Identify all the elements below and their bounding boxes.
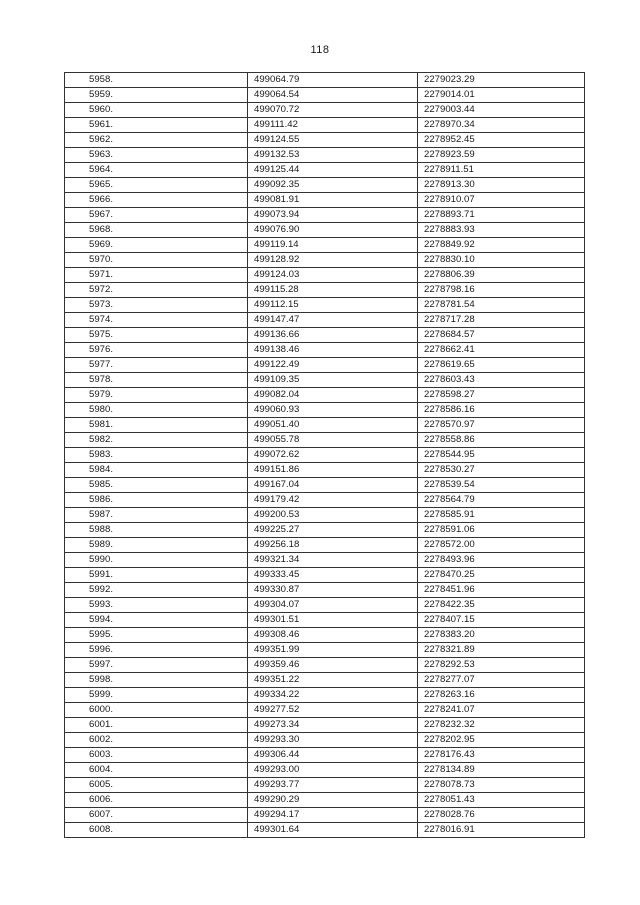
point-number-cell: 5989. [65,538,248,553]
table-row [65,673,585,688]
y-coordinate-cell: 2278970.34 [418,118,585,133]
table-row [65,478,585,493]
x-coordinate-cell: 499225.27 [248,523,418,538]
x-coordinate-cell: 499055.78 [248,433,418,448]
x-coordinate-cell: 499081.91 [248,193,418,208]
point-number-cell: 5991. [65,568,248,583]
point-number-cell: 5980. [65,403,248,418]
x-coordinate-cell: 499147.47 [248,313,418,328]
table-row [65,448,585,463]
table-row [65,388,585,403]
point-number-cell: 5987. [65,508,248,523]
point-number-cell: 5967. [65,208,248,223]
x-coordinate-cell: 499076.90 [248,223,418,238]
x-coordinate-cell: 499351.22 [248,673,418,688]
point-number-cell: 5998. [65,673,248,688]
table-row [65,808,585,823]
x-coordinate-cell: 499128.92 [248,253,418,268]
y-coordinate-cell: 2278572.00 [418,538,585,553]
x-coordinate-cell: 499294.17 [248,808,418,823]
y-coordinate-cell: 2278717.28 [418,313,585,328]
y-coordinate-cell: 2278539.54 [418,478,585,493]
point-number-cell: 5963. [65,148,248,163]
point-number-cell: 6005. [65,778,248,793]
point-number-cell: 5977. [65,358,248,373]
x-coordinate-cell: 499136.66 [248,328,418,343]
y-coordinate-cell: 2278913.30 [418,178,585,193]
y-coordinate-cell: 2278383.20 [418,628,585,643]
y-coordinate-cell: 2278544.95 [418,448,585,463]
x-coordinate-cell: 499290.29 [248,793,418,808]
x-coordinate-cell: 499124.03 [248,268,418,283]
point-number-cell: 5995. [65,628,248,643]
y-coordinate-cell: 2278598.27 [418,388,585,403]
point-number-cell: 5970. [65,253,248,268]
x-coordinate-cell: 499138.46 [248,343,418,358]
x-coordinate-cell: 499179.42 [248,493,418,508]
y-coordinate-cell: 2278407.15 [418,613,585,628]
x-coordinate-cell: 499200.53 [248,508,418,523]
x-coordinate-cell: 499060.93 [248,403,418,418]
table-row [65,823,585,838]
table-row [65,703,585,718]
y-coordinate-cell: 2278493.96 [418,553,585,568]
x-coordinate-cell: 499301.51 [248,613,418,628]
table-row [65,553,585,568]
table-row [65,208,585,223]
point-number-cell: 5961. [65,118,248,133]
x-coordinate-cell: 499073.94 [248,208,418,223]
x-coordinate-cell: 499293.00 [248,763,418,778]
point-number-cell: 5997. [65,658,248,673]
x-coordinate-cell: 499064.79 [248,73,418,88]
point-number-cell: 5992. [65,583,248,598]
x-coordinate-cell: 499304.07 [248,598,418,613]
table-row [65,583,585,598]
point-number-cell: 5996. [65,643,248,658]
table-row [65,298,585,313]
x-coordinate-cell: 499072.62 [248,448,418,463]
table-row [65,748,585,763]
point-number-cell: 6008. [65,823,248,838]
x-coordinate-cell: 499070.72 [248,103,418,118]
table-row [65,508,585,523]
table-row [65,733,585,748]
y-coordinate-cell: 2279003.44 [418,103,585,118]
point-number-cell: 5982. [65,433,248,448]
point-number-cell: 5976. [65,343,248,358]
point-number-cell: 5958. [65,73,248,88]
table-row [65,793,585,808]
table-row [65,118,585,133]
point-number-cell: 5986. [65,493,248,508]
table-row [65,163,585,178]
y-coordinate-cell: 2278176.43 [418,748,585,763]
y-coordinate-cell: 2278830.10 [418,253,585,268]
y-coordinate-cell: 2278923.59 [418,148,585,163]
table-row [65,658,585,673]
table-row [65,418,585,433]
y-coordinate-cell: 2278263.16 [418,688,585,703]
table-row [65,238,585,253]
point-number-cell: 5983. [65,448,248,463]
point-number-cell: 5969. [65,238,248,253]
table-row [65,463,585,478]
x-coordinate-cell: 499301.64 [248,823,418,838]
point-number-cell: 6000. [65,703,248,718]
y-coordinate-cell: 2278570.97 [418,418,585,433]
y-coordinate-cell: 2278202.95 [418,733,585,748]
y-coordinate-cell: 2279023.29 [418,73,585,88]
y-coordinate-cell: 2278893.71 [418,208,585,223]
y-coordinate-cell: 2278530.27 [418,463,585,478]
x-coordinate-cell: 499051.40 [248,418,418,433]
point-number-cell: 5999. [65,688,248,703]
x-coordinate-cell: 499293.30 [248,733,418,748]
point-number-cell: 5968. [65,223,248,238]
point-number-cell: 5988. [65,523,248,538]
point-number-cell: 6001. [65,718,248,733]
table-row [65,268,585,283]
point-number-cell: 5975. [65,328,248,343]
table-row [65,568,585,583]
y-coordinate-cell: 2278422.35 [418,598,585,613]
table-row [65,763,585,778]
point-number-cell: 5964. [65,163,248,178]
point-number-cell: 5965. [65,178,248,193]
y-coordinate-cell: 2278016.91 [418,823,585,838]
x-coordinate-cell: 499124.55 [248,133,418,148]
table-row [65,598,585,613]
table-row [65,73,585,88]
x-coordinate-cell: 499333.45 [248,568,418,583]
table-row [65,523,585,538]
y-coordinate-cell: 2278028.76 [418,808,585,823]
table-row [65,88,585,103]
x-coordinate-cell: 499330.87 [248,583,418,598]
y-coordinate-cell: 2278591.06 [418,523,585,538]
table-row [65,628,585,643]
y-coordinate-cell: 2278078.73 [418,778,585,793]
x-coordinate-cell: 499122.49 [248,358,418,373]
x-coordinate-cell: 499132.53 [248,148,418,163]
point-number-cell: 5978. [65,373,248,388]
x-coordinate-cell: 499151.86 [248,463,418,478]
table-row [65,433,585,448]
table-row [65,718,585,733]
y-coordinate-cell: 2278470.25 [418,568,585,583]
x-coordinate-cell: 499321.34 [248,553,418,568]
y-coordinate-cell: 2278564.79 [418,493,585,508]
x-coordinate-cell: 499112.15 [248,298,418,313]
x-coordinate-cell: 499277.52 [248,703,418,718]
table-row [65,778,585,793]
y-coordinate-cell: 2278134.89 [418,763,585,778]
y-coordinate-cell: 2278232.32 [418,718,585,733]
point-number-cell: 5990. [65,553,248,568]
table-row [65,538,585,553]
y-coordinate-cell: 2278603.43 [418,373,585,388]
point-number-cell: 5981. [65,418,248,433]
point-number-cell: 5985. [65,478,248,493]
point-number-cell: 5971. [65,268,248,283]
table-row [65,148,585,163]
x-coordinate-cell: 499306.44 [248,748,418,763]
x-coordinate-cell: 499064.54 [248,88,418,103]
point-number-cell: 5972. [65,283,248,298]
x-coordinate-cell: 499115.28 [248,283,418,298]
point-number-cell: 5966. [65,193,248,208]
table-row [65,313,585,328]
point-number-cell: 6007. [65,808,248,823]
table-row [65,328,585,343]
coordinates-table-body [65,73,585,838]
x-coordinate-cell: 499293.77 [248,778,418,793]
x-coordinate-cell: 499351.99 [248,643,418,658]
table-row [65,493,585,508]
x-coordinate-cell: 499256.18 [248,538,418,553]
y-coordinate-cell: 2278798.16 [418,283,585,298]
table-row [65,343,585,358]
table-row [65,373,585,388]
table-row [65,133,585,148]
table-row [65,223,585,238]
table-row [65,403,585,418]
y-coordinate-cell: 2278585.91 [418,508,585,523]
y-coordinate-cell: 2278321.89 [418,643,585,658]
point-number-cell: 5994. [65,613,248,628]
table-row [65,358,585,373]
y-coordinate-cell: 2278451.96 [418,583,585,598]
x-coordinate-cell: 499111.42 [248,118,418,133]
table-row [65,643,585,658]
table-row [65,613,585,628]
y-coordinate-cell: 2278292.53 [418,658,585,673]
y-coordinate-cell: 2279014.01 [418,88,585,103]
y-coordinate-cell: 2278684.57 [418,328,585,343]
x-coordinate-cell: 499167.04 [248,478,418,493]
point-number-cell: 5962. [65,133,248,148]
y-coordinate-cell: 2278883.93 [418,223,585,238]
point-number-cell: 5993. [65,598,248,613]
x-coordinate-cell: 499109.35 [248,373,418,388]
x-coordinate-cell: 499092.35 [248,178,418,193]
y-coordinate-cell: 2278277.07 [418,673,585,688]
x-coordinate-cell: 499082.04 [248,388,418,403]
table-row [65,283,585,298]
y-coordinate-cell: 2278662.41 [418,343,585,358]
y-coordinate-cell: 2278806.39 [418,268,585,283]
page-number: 118 [310,44,330,56]
point-number-cell: 5979. [65,388,248,403]
point-number-cell: 5974. [65,313,248,328]
x-coordinate-cell: 499308.46 [248,628,418,643]
coordinates-table [64,72,585,838]
x-coordinate-cell: 499334.22 [248,688,418,703]
y-coordinate-cell: 2278781.54 [418,298,585,313]
y-coordinate-cell: 2278911.51 [418,163,585,178]
point-number-cell: 5960. [65,103,248,118]
point-number-cell: 5973. [65,298,248,313]
point-number-cell: 6006. [65,793,248,808]
x-coordinate-cell: 499273.34 [248,718,418,733]
point-number-cell: 6003. [65,748,248,763]
y-coordinate-cell: 2278558.86 [418,433,585,448]
y-coordinate-cell: 2278952.45 [418,133,585,148]
point-number-cell: 5984. [65,463,248,478]
x-coordinate-cell: 499119.14 [248,238,418,253]
y-coordinate-cell: 2278051.43 [418,793,585,808]
point-number-cell: 5959. [65,88,248,103]
point-number-cell: 6002. [65,733,248,748]
y-coordinate-cell: 2278619.65 [418,358,585,373]
y-coordinate-cell: 2278849.92 [418,238,585,253]
table-row [65,103,585,118]
x-coordinate-cell: 499359.46 [248,658,418,673]
point-number-cell: 6004. [65,763,248,778]
table-row [65,178,585,193]
y-coordinate-cell: 2278241.07 [418,703,585,718]
table-row [65,253,585,268]
y-coordinate-cell: 2278586.16 [418,403,585,418]
table-row [65,688,585,703]
y-coordinate-cell: 2278910.07 [418,193,585,208]
x-coordinate-cell: 499125.44 [248,163,418,178]
table-row [65,193,585,208]
